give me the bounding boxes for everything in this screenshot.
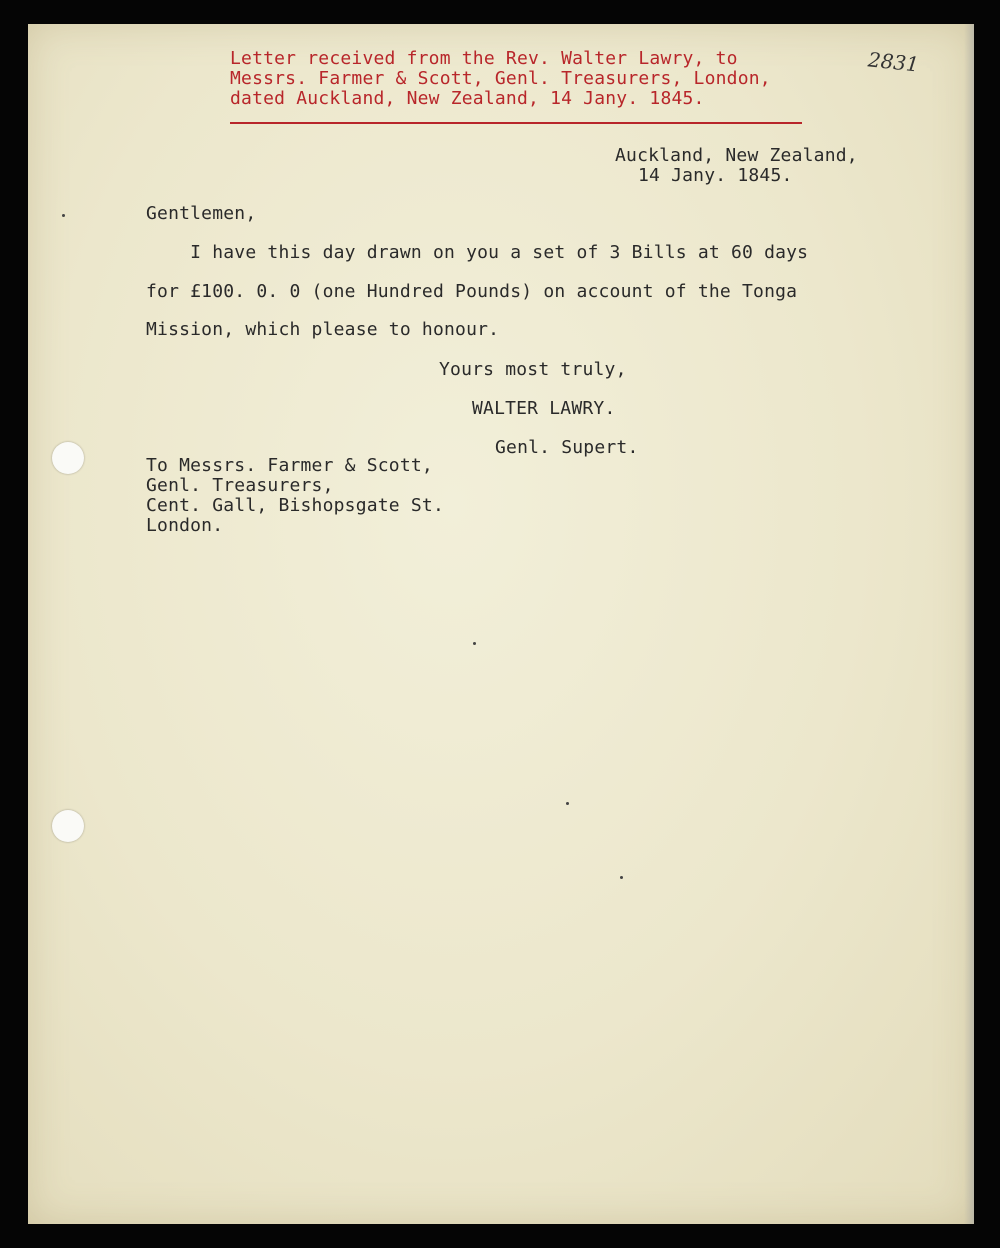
date-line: 14 Jany. 1845. — [638, 165, 793, 186]
paper-edge — [964, 24, 974, 1224]
punch-hole-top — [52, 442, 84, 474]
salutation: Gentlemen, — [146, 203, 257, 224]
address-line-2: Genl. Treasurers, — [146, 475, 334, 496]
body-line-3: Mission, which please to honour. — [146, 319, 500, 340]
archive-number: 2831 — [866, 47, 921, 77]
paper-speck — [62, 214, 65, 217]
place-line: Auckland, New Zealand, — [615, 145, 858, 166]
body-line-1: I have this day drawn on you a set of 3 Bills at 60 days — [146, 242, 809, 263]
address-line-3: Cent. Gall, Bishopsgate St. — [146, 495, 444, 516]
header-underline — [230, 122, 802, 124]
address-line-1: To Messrs. Farmer & Scott, — [146, 455, 433, 476]
paper-speck — [473, 642, 476, 645]
body-line-2: for £100. 0. 0 (one Hundred Pounds) on account of the Tonga — [146, 281, 798, 302]
paper-speck — [620, 876, 623, 879]
signer-title: Genl. Supert. — [495, 437, 639, 458]
letter-page — [28, 24, 974, 1224]
header-line-3: dated Auckland, New Zealand, 14 Jany. 1845. — [230, 88, 705, 109]
valediction: Yours most truly, — [439, 359, 627, 380]
address-line-4: London. — [146, 515, 224, 536]
header-line-1: Letter received from the Rev. Walter Lawry, to — [230, 48, 738, 69]
paper-speck — [566, 802, 569, 805]
punch-hole-bottom — [52, 810, 84, 842]
header-line-2: Messrs. Farmer & Scott, Genl. Treasurers, London, — [230, 68, 771, 89]
signature: WALTER LAWRY. — [472, 398, 616, 419]
